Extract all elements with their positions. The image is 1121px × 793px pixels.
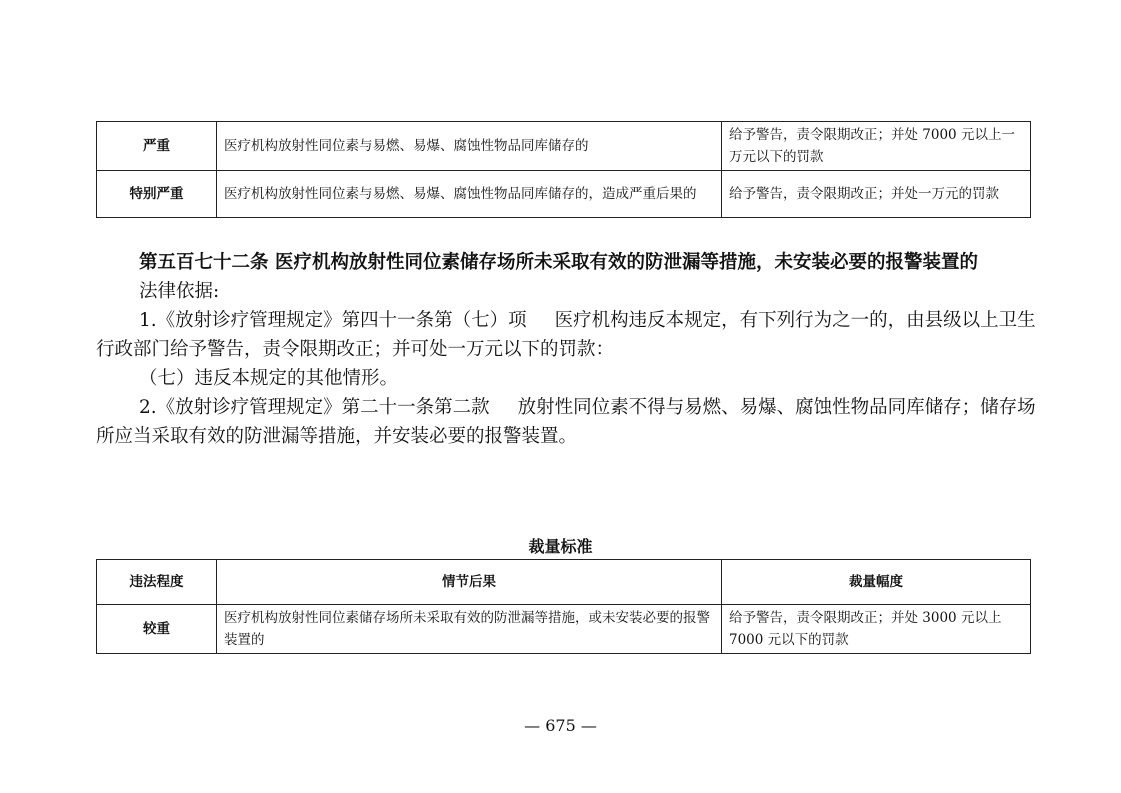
header-circumstance: 情节后果: [217, 560, 722, 605]
item-1-text: 医疗机构违反本规定，有下列行为之一的，由县级以上卫生行政部门给予警告，责令限期改正；并可处一万元以下的罚款：: [96, 310, 1036, 360]
legal-basis-label: 法律依据:: [139, 281, 220, 302]
circumstance-cell: 医疗机构放射性同位素储存场所未采取有效的防泄漏等措施，或未安装必要的报警装置的: [217, 605, 722, 654]
violation-level: 特别严重: [97, 171, 217, 218]
table-row: [97, 122, 1031, 171]
discretion-standard-table: [96, 559, 1031, 654]
legal-basis-item-1: [96, 306, 1036, 364]
legal-basis-item-2: [96, 393, 1036, 451]
header-penalty-range: 裁量幅度: [722, 560, 1031, 605]
table-caption: 裁量标准: [528, 537, 593, 556]
violation-level: 严重: [97, 122, 217, 171]
item-2-reference: 2.《放射诊疗管理规定》第二十一条第二款: [139, 397, 490, 418]
article-section: [96, 248, 1036, 451]
penalty-cell: 给予警告，责令限期改正；并处 7000 元以上一万元以下的罚款: [722, 122, 1031, 171]
penalty-cell: 给予警告，责令限期改正；并处一万元的罚款: [722, 171, 1031, 218]
item-2-text: 放射性同位素不得与易燃、易爆、腐蚀性物品同库储存；储存场所应当采取有效的防泄漏等措施，并安装必要的报警装置。: [96, 397, 1036, 447]
penalty-table-continued: [96, 121, 1031, 218]
header-violation-level: 违法程度: [97, 560, 217, 605]
table-row: [97, 605, 1031, 654]
violation-level: 较重: [97, 605, 217, 654]
item-1-reference: 1.《放射诊疗管理规定》第四十一条第（七）项: [139, 310, 527, 331]
legal-basis-item-1-sub: （七）违反本规定的其他情形。: [139, 368, 399, 389]
penalty-cell: 给予警告，责令限期改正；并处 3000 元以上 7000 元以下的罚款: [722, 605, 1031, 654]
circumstance-cell: 医疗机构放射性同位素与易燃、易爆、腐蚀性物品同库储存的: [217, 122, 722, 171]
article-title: 第五百七十二条 医疗机构放射性同位素储存场所未采取有效的防泄漏等措施，未安装必要的报警装置的: [139, 252, 978, 273]
table-header-row: [97, 560, 1031, 605]
table-row: [97, 171, 1031, 218]
circumstance-cell: 医疗机构放射性同位素与易燃、易爆、腐蚀性物品同库储存的，造成严重后果的: [217, 171, 722, 218]
page-number: — 675 —: [524, 716, 597, 735]
